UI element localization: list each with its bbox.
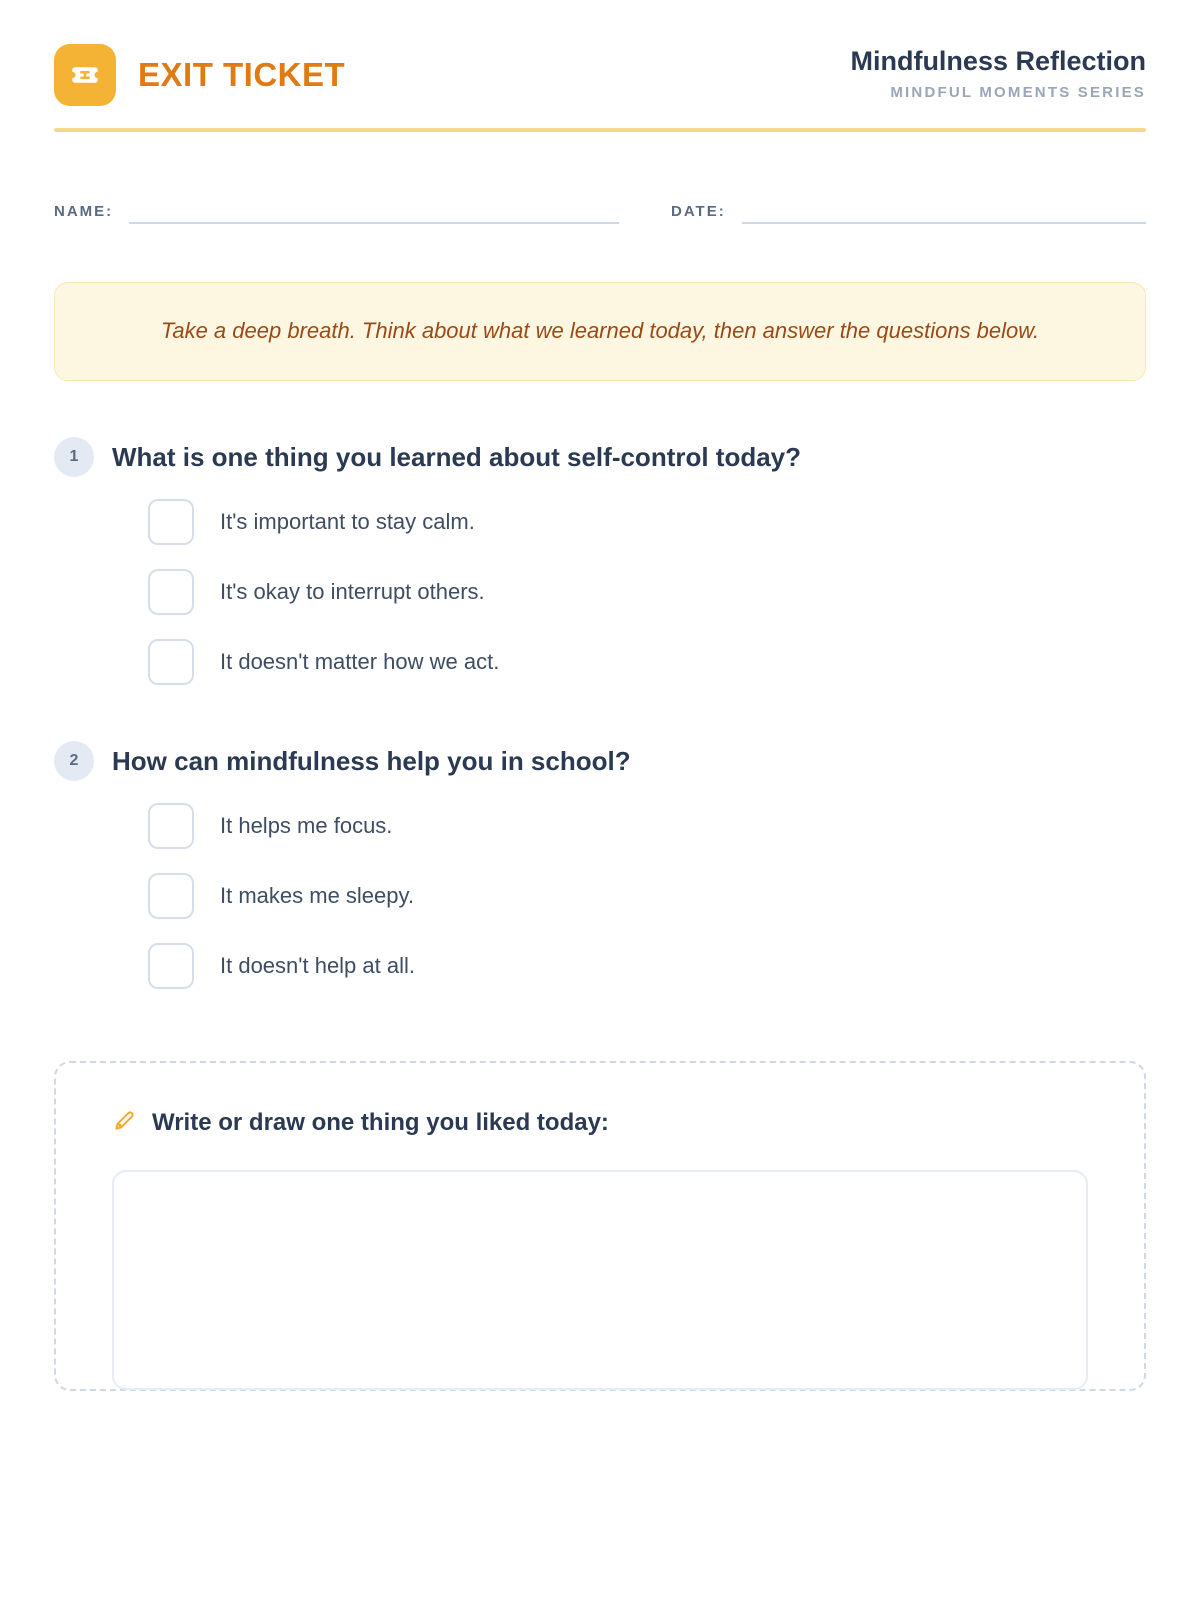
option-row[interactable] [148, 569, 1146, 615]
question-1 [54, 437, 1146, 685]
draw-canvas[interactable] [112, 1170, 1088, 1390]
question-2-header [54, 741, 1146, 781]
option-checkbox[interactable] [148, 803, 194, 849]
draw-section-title: Write or draw one thing you liked today: [152, 1108, 609, 1136]
name-field [54, 194, 619, 224]
option-checkbox[interactable] [148, 943, 194, 989]
option-checkbox[interactable] [148, 873, 194, 919]
option-checkbox[interactable] [148, 569, 194, 615]
option-label: It doesn't help at all. [220, 953, 415, 979]
date-label: DATE: [671, 203, 726, 220]
question-2 [54, 741, 1146, 989]
question-1-options [54, 499, 1146, 685]
header-divider [54, 128, 1146, 132]
option-checkbox[interactable] [148, 499, 194, 545]
brand-title: EXIT TICKET [138, 56, 346, 93]
name-label: NAME: [54, 203, 114, 220]
option-label: It's okay to interrupt others. [220, 579, 485, 605]
option-label: It's important to stay calm. [220, 509, 475, 535]
option-checkbox[interactable] [148, 639, 194, 685]
draw-section [54, 1061, 1146, 1391]
date-field [671, 194, 1146, 224]
question-2-options [54, 803, 1146, 989]
option-row[interactable] [148, 803, 1146, 849]
pen-icon [112, 1107, 138, 1138]
option-row[interactable] [148, 873, 1146, 919]
instructions-callout [54, 282, 1146, 381]
question-1-header [54, 437, 1146, 477]
name-input[interactable] [129, 194, 619, 224]
question-1-number: 1 [54, 437, 94, 477]
header-titles [850, 44, 1146, 101]
page-title: Mindfulness Reflection [850, 46, 1146, 76]
date-input[interactable] [742, 194, 1146, 224]
option-row[interactable] [148, 943, 1146, 989]
option-label: It doesn't matter how we act. [220, 649, 500, 675]
option-row[interactable] [148, 499, 1146, 545]
student-info-row [54, 194, 1146, 224]
option-row[interactable] [148, 639, 1146, 685]
draw-section-header [112, 1107, 1088, 1138]
question-2-number: 2 [54, 741, 94, 781]
ticket-icon [54, 44, 116, 106]
brand [54, 44, 345, 106]
option-label: It makes me sleepy. [220, 883, 414, 909]
question-2-text: How can mindfulness help you in school? [112, 745, 631, 776]
page-subtitle: MINDFUL MOMENTS SERIES [890, 84, 1146, 102]
question-1-text: What is one thing you learned about self-control today? [112, 441, 802, 472]
page-header [54, 0, 1146, 106]
instructions-text: Take a deep breath. Think about what we learned today, then answer the questions below. [160, 318, 1040, 343]
option-label: It helps me focus. [220, 813, 393, 839]
